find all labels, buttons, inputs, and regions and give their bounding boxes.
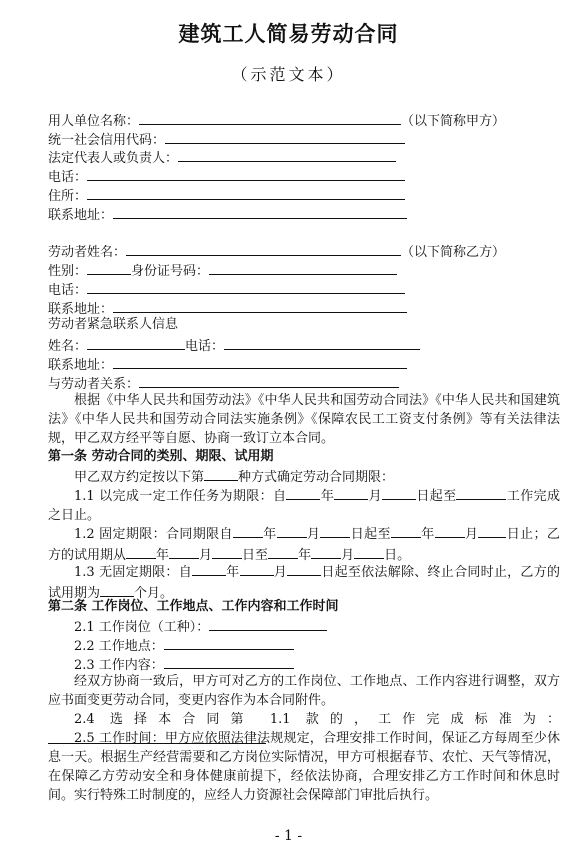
clause-2-1 bbox=[48, 616, 560, 637]
c12-d2[interactable] bbox=[478, 523, 506, 538]
c12-y3[interactable] bbox=[126, 544, 156, 559]
worker-phone-label: 电话： bbox=[48, 283, 88, 298]
c12-m2-unit: 月 bbox=[464, 527, 479, 542]
c12-m3[interactable] bbox=[169, 544, 199, 559]
employer-contact-row bbox=[48, 204, 407, 225]
em-name-field[interactable] bbox=[87, 335, 185, 350]
employer-address-row bbox=[48, 185, 405, 206]
article1-choice bbox=[48, 466, 560, 487]
employer-name-suffix: （以下简称甲方） bbox=[401, 114, 506, 129]
clause-2-2 bbox=[48, 635, 560, 656]
c12-y2[interactable] bbox=[391, 523, 421, 538]
clause-1-1 bbox=[48, 485, 560, 525]
legal-rep-row bbox=[48, 147, 396, 168]
c12-d1[interactable] bbox=[320, 523, 350, 538]
employer-address-label: 住所： bbox=[48, 189, 88, 204]
legal-rep-field[interactable] bbox=[178, 147, 396, 162]
em-name-label: 姓名： bbox=[48, 339, 88, 354]
c13-month[interactable] bbox=[240, 561, 274, 576]
gender-label: 性别： bbox=[48, 264, 88, 279]
choice-field[interactable] bbox=[204, 466, 238, 481]
worker-name-field[interactable] bbox=[126, 241, 401, 256]
clause-1-2 bbox=[48, 523, 560, 565]
c21-label: 2.1 工作岗位（工种）： bbox=[74, 620, 210, 635]
c12-y3-unit: 年 bbox=[156, 548, 170, 563]
employer-phone-row bbox=[48, 166, 405, 187]
c12-text: 1.2 固定期限：合同期限自 bbox=[74, 527, 233, 542]
job-position-field[interactable] bbox=[209, 616, 327, 631]
c13-probation: 日起至依法解除、终止合同时止，乙方的试用期为 bbox=[48, 565, 560, 601]
em-relation-field[interactable] bbox=[139, 373, 399, 388]
c24-label: 2.4 选择本合同第 1.1 款的，工作完成标准为： bbox=[74, 712, 560, 727]
work-location-field[interactable] bbox=[164, 635, 294, 650]
c12-m3-unit: 月 bbox=[199, 548, 213, 563]
c12-m4[interactable] bbox=[311, 544, 341, 559]
article1-heading: 第一条 劳动合同的类别、期限、试用期 bbox=[48, 449, 274, 464]
c12-y1[interactable] bbox=[233, 523, 263, 538]
c12-y1-unit: 年 bbox=[262, 527, 277, 542]
worker-name-suffix: （以下简称乙方） bbox=[401, 245, 506, 260]
worker-contact-label: 联系地址： bbox=[48, 302, 114, 317]
adjust-paragraph: 经双方协商一致后，甲方可对乙方的工作岗位、工作地点、工作内容进行调整，双方应书面变更劳动合同，变更内容作为本合同附件。 bbox=[48, 674, 560, 708]
c13-year-unit: 年 bbox=[225, 565, 240, 580]
worker-phone-field[interactable] bbox=[87, 279, 405, 294]
em-phone-label: 电话： bbox=[185, 339, 225, 354]
c11-until: 日起至 bbox=[415, 489, 457, 504]
clause-2-5: 2.5 工作时间：甲方应依照法律法规规定，合理安排工作时间，保证乙方每周至少休息一天。根据生产经营需要和乙方岗位实际情况，甲方可根据春节、农忙、天气等情况，在保障乙方劳动安全和身体健康前提下，经依法协商，合理安排乙方工作时间和休息时间。实行特殊工时制度的，应经人力资源社会保障部门审批后执行。 bbox=[48, 731, 560, 803]
intro-paragraph: 根据《中华人民共和国劳动法》《中华人民共和国劳动合同法》《中华人民共和国建筑法》《中华人民共和国劳动合同法实施条例》《保障农民工工资支付条例》等有关法律法规，甲乙双方经平等自愿、协商一致订立本合同。 bbox=[48, 393, 560, 446]
id-number-field[interactable] bbox=[209, 260, 397, 275]
legal-rep-label: 法定代表人或负责人： bbox=[48, 151, 179, 166]
c11-end: 工作完成之日止。 bbox=[48, 489, 560, 523]
employer-phone-field[interactable] bbox=[87, 166, 405, 181]
page-number: - 1 - bbox=[274, 828, 303, 844]
emergency-address-row bbox=[48, 354, 407, 375]
article2-heading: 第二条 工作岗位、工作地点、工作内容和工作时间 bbox=[48, 599, 339, 614]
em-relation-label: 与劳动者关系： bbox=[48, 377, 140, 392]
c12-d3[interactable] bbox=[212, 544, 242, 559]
em-address-label: 联系地址： bbox=[48, 358, 114, 373]
worker-name-label: 劳动者姓名： bbox=[48, 245, 127, 260]
em-phone-field[interactable] bbox=[224, 335, 420, 350]
id-number-label: 身份证号码： bbox=[131, 264, 210, 279]
c11-year-field[interactable] bbox=[286, 485, 320, 500]
employer-name-row bbox=[48, 110, 505, 131]
worker-contact-field[interactable] bbox=[113, 298, 407, 313]
c13-text: 1.3 无固定期限：自 bbox=[74, 565, 192, 580]
c13-end: 个月。 bbox=[134, 586, 174, 601]
c12-until: 日起至 bbox=[350, 527, 391, 542]
c11-text: 1.1 以完成一定工作任务为期限：自 bbox=[74, 489, 287, 504]
choice-text-b: 种方式确定劳动合同期限： bbox=[238, 470, 395, 485]
c12-y4[interactable] bbox=[268, 544, 298, 559]
c11-task-field[interactable] bbox=[456, 485, 506, 500]
work-content-field[interactable] bbox=[164, 654, 294, 669]
credit-code-label: 统一社会信用代码： bbox=[48, 133, 166, 148]
c12-probation: 日止；乙方的试用期从 bbox=[48, 527, 560, 563]
gender-field[interactable] bbox=[87, 260, 131, 275]
employer-name-label: 用人单位名称： bbox=[48, 114, 140, 129]
c12-m1-unit: 月 bbox=[306, 527, 321, 542]
c13-month-unit: 月 bbox=[273, 565, 288, 580]
c12-y2-unit: 年 bbox=[420, 527, 435, 542]
c13-months-field[interactable] bbox=[100, 582, 134, 597]
choice-text-a: 甲乙双方约定按以下第 bbox=[74, 470, 205, 485]
employer-contact-label: 联系地址： bbox=[48, 208, 114, 223]
c12-m2[interactable] bbox=[435, 523, 465, 538]
c13-year[interactable] bbox=[192, 561, 226, 576]
worker-name-row bbox=[48, 241, 505, 262]
c12-m4-unit: 月 bbox=[341, 548, 355, 563]
c12-end: 日。 bbox=[384, 548, 411, 563]
document-title: 建筑工人简易劳动合同 bbox=[178, 21, 399, 46]
employer-contact-field[interactable] bbox=[113, 204, 407, 219]
employer-name-field[interactable] bbox=[139, 110, 401, 125]
c11-year-unit: 年 bbox=[320, 489, 335, 504]
employer-phone-label: 电话： bbox=[48, 170, 88, 185]
gender-id-row bbox=[48, 260, 397, 281]
c11-month-field[interactable] bbox=[334, 485, 368, 500]
document-subtitle: （示范文本） bbox=[231, 65, 346, 84]
credit-code-field[interactable] bbox=[165, 129, 405, 144]
em-address-field[interactable] bbox=[113, 354, 407, 369]
c12-to: 日至 bbox=[242, 548, 269, 563]
c12-m1[interactable] bbox=[277, 523, 307, 538]
c12-d4[interactable] bbox=[354, 544, 384, 559]
c12-y4-unit: 年 bbox=[298, 548, 312, 563]
c22-label: 2.2 工作地点： bbox=[74, 639, 164, 654]
employer-address-field[interactable] bbox=[87, 185, 405, 200]
c11-month-unit: 月 bbox=[368, 489, 382, 504]
clause-1-3 bbox=[48, 561, 560, 603]
c23-label: 2.3 工作内容： bbox=[74, 658, 164, 673]
c13-day[interactable] bbox=[287, 561, 321, 576]
worker-phone-row bbox=[48, 279, 405, 300]
c11-day-field[interactable] bbox=[382, 485, 416, 500]
emergency-name-row bbox=[48, 335, 420, 356]
emergency-title: 劳动者紧急联系人信息 bbox=[48, 317, 179, 332]
